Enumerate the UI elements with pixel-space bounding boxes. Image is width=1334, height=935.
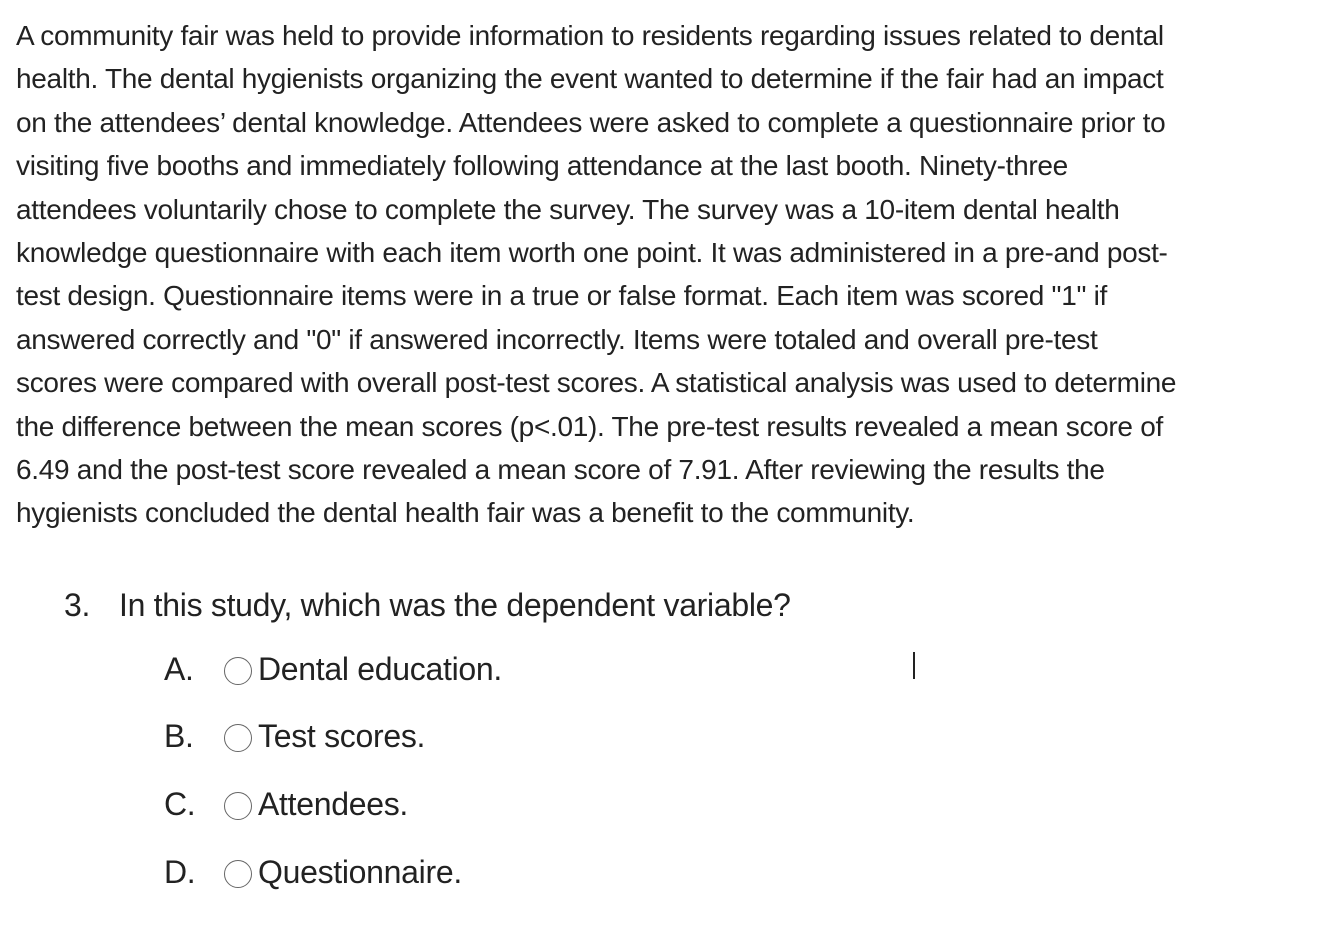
passage-line: answered correctly and "0" if answered incorrectly. Items were totaled and overall pre-test (16, 323, 1098, 355)
radio-unchecked-icon[interactable] (224, 860, 252, 888)
option-label[interactable]: Attendees. (258, 785, 409, 822)
option-letter: C. (164, 785, 196, 822)
passage-line: A community fair was held to provide information to residents regarding issues related to dental (16, 20, 1164, 51)
option-letter: A. (164, 650, 194, 687)
radio-unchecked-icon[interactable] (224, 724, 252, 752)
option-label[interactable]: Test scores. (258, 717, 426, 754)
radio-unchecked-icon[interactable] (224, 792, 252, 820)
question-number: 3. (64, 587, 91, 623)
option-c[interactable] (164, 781, 408, 827)
option-letter: B. (164, 717, 194, 754)
option-letter: D. (164, 853, 196, 890)
option-label[interactable]: Dental education. (258, 650, 502, 687)
passage-line: attendees voluntarily chose to complete the survey. The survey was a 10-item dental health (16, 193, 1120, 225)
question-text: In this study, which was the dependent variable? (119, 587, 791, 623)
passage-line: on the attendees’ dental knowledge. Attendees were asked to complete a questionnaire prior to (16, 106, 1166, 138)
passage-line: visiting five booths and immediately following attendance at the last booth. Ninety-three (16, 150, 1068, 182)
question-prompt (64, 582, 791, 628)
passage-line: knowledge questionnaire with each item worth one point. It was administered in a pre-and post- (16, 236, 1168, 268)
option-d[interactable] (164, 849, 462, 895)
radio-unchecked-icon[interactable] (224, 657, 252, 685)
passage (16, 14, 1330, 535)
passage-line: the difference between the mean scores (p<.01). The pre-test results revealed a mean score of (16, 410, 1163, 442)
option-label[interactable]: Questionnaire. (258, 853, 462, 890)
option-b[interactable] (164, 713, 425, 759)
text-cursor-icon (913, 652, 915, 679)
passage-line: hygienists concluded the dental health fair was a benefit to the community. (16, 497, 915, 529)
passage-line: health. The dental hygienists organizing the event wanted to determine if the fair had an impact (16, 63, 1164, 95)
passage-line: scores were compared with overall post-test scores. A statistical analysis was used to determine (16, 367, 1177, 399)
passage-line: 6.49 and the post-test score revealed a mean score of 7.91. After reviewing the results the (16, 453, 1105, 485)
option-a[interactable] (164, 646, 502, 692)
passage-line: test design. Questionnaire items were in a true or false format. Each item was scored "1" if (16, 280, 1107, 312)
